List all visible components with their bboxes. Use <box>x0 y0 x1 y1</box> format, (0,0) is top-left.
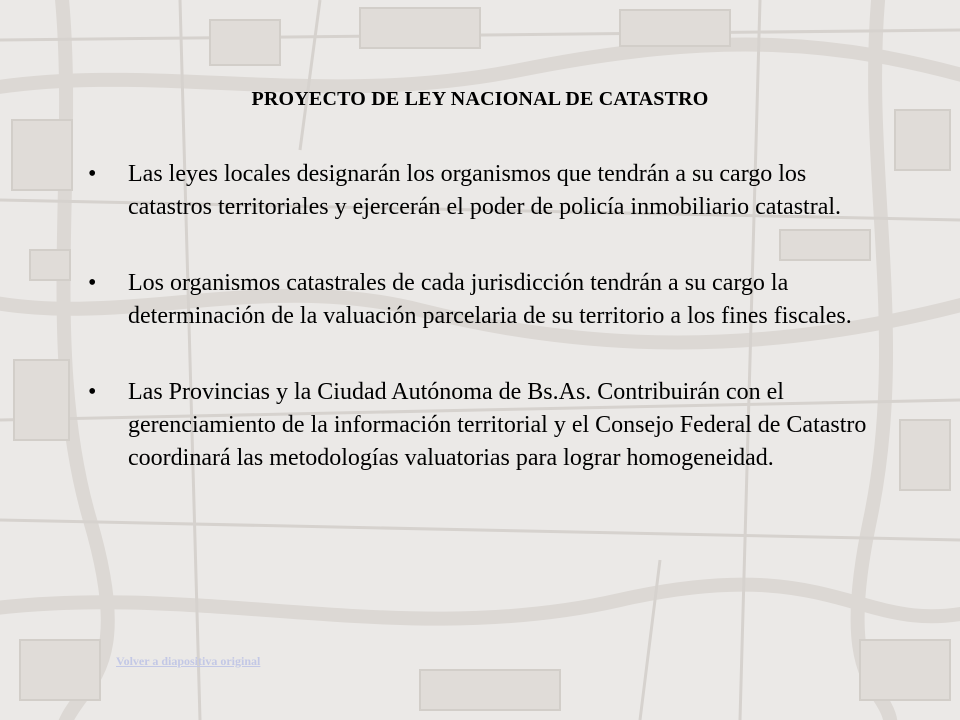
back-to-original-slide-link[interactable]: Volver a diapositiva original <box>116 654 261 668</box>
bullet-item <box>88 158 888 224</box>
bullet-item <box>88 376 888 475</box>
bullet-text: Las Provincias y la Ciudad Autónoma de Bs.As. Contribuirán con el gerenciamiento de la información territorial y el Consejo Federal de Catastro coordinará las metodologías valuatorias para lograr homogeneidad. <box>128 379 867 471</box>
bullet-text: Los organismos catastrales de cada jurisdicción tendrán a su cargo la determinación de la valuación parcelaria de su territorio a los fines fiscales. <box>128 270 852 329</box>
bullet-item <box>88 267 888 333</box>
bullet-marker: • <box>88 161 97 187</box>
bullet-list <box>88 158 888 518</box>
bullet-marker: • <box>88 379 97 405</box>
slide-title: PROYECTO DE LEY NACIONAL DE CATASTRO <box>251 88 709 110</box>
bullet-text: Las leyes locales designarán los organismos que tendrán a su cargo los catastros territoriales y ejercerán el poder de policía inmobiliario catastral. <box>128 161 842 220</box>
bullet-marker: • <box>88 270 97 296</box>
